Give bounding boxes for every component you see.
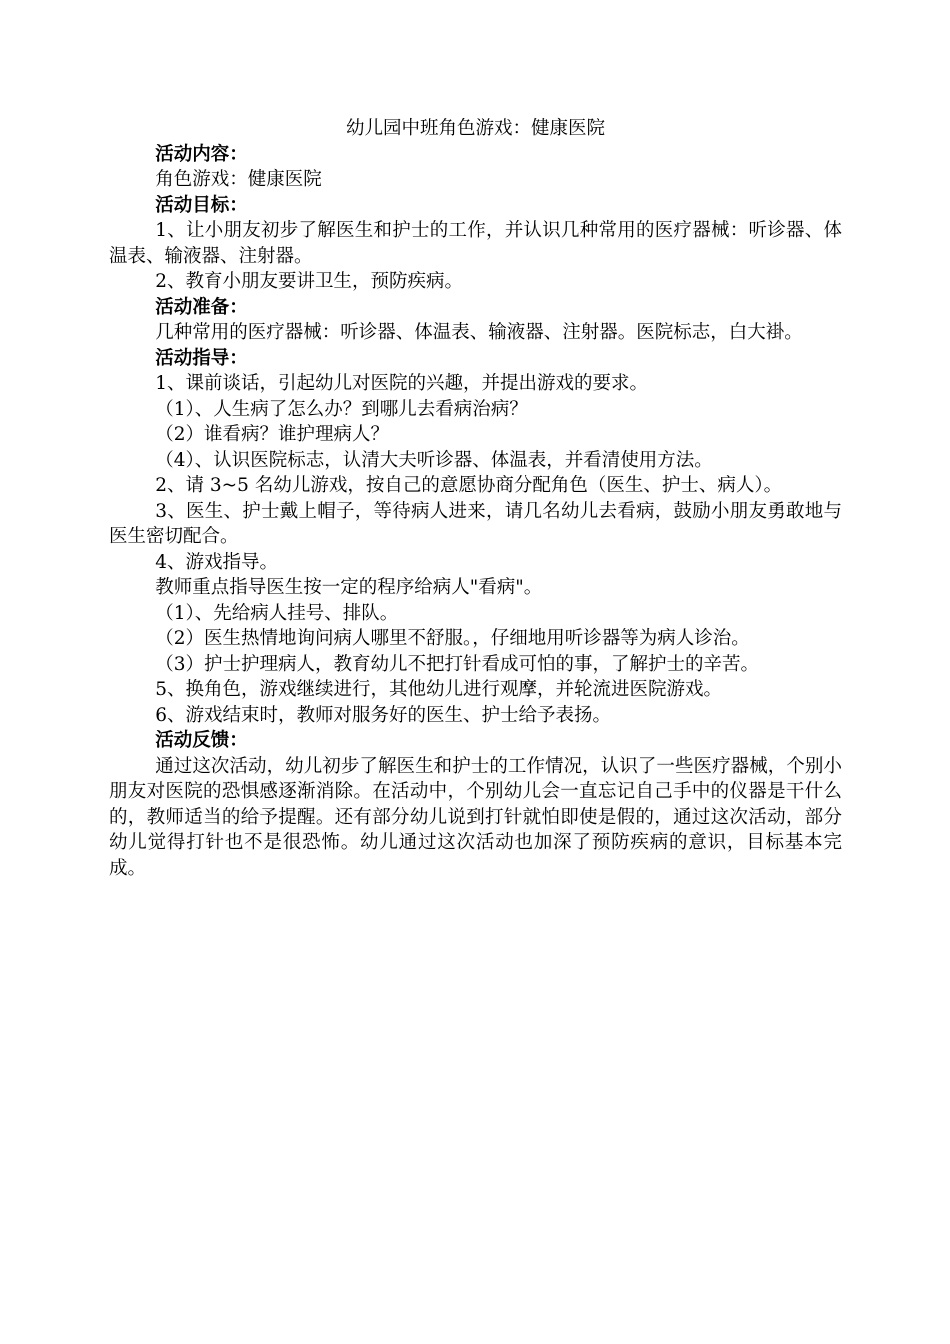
paragraph: 3、医生、护士戴上帽子，等待病人进来，请几名幼儿去看病，鼓励小朋友勇敢地与医生密切配合。 xyxy=(109,500,842,547)
section-heading-guidance: 活动指导： xyxy=(155,347,248,369)
paragraph: 几种常用的医疗器械：听诊器、体温表、输液器、注射器。医院标志，白大褂。 xyxy=(155,322,803,343)
section-heading-goals: 活动目标： xyxy=(155,194,248,216)
paragraph: 教师重点指导医生按一定的程序给病人"看病"。 xyxy=(155,577,543,598)
document-title: 幼儿园中班角色游戏：健康医院 xyxy=(345,118,605,139)
paragraph: 1、让小朋友初步了解医生和护士的工作，并认识几种常用的医疗器械：听诊器、体温表、输液器、注射器。 xyxy=(109,220,842,267)
section-heading-content: 活动内容： xyxy=(155,143,248,165)
paragraph: （3）护士护理病人，教育幼儿不把打针看成可怕的事，了解护士的辛苦。 xyxy=(155,653,760,675)
paragraph: （1）、先给病人挂号、排队。 xyxy=(155,602,399,624)
paragraph: 5、换角色，游戏继续进行，其他幼儿进行观摩，并轮流进医院游戏。 xyxy=(155,679,723,700)
document-page xyxy=(109,116,842,881)
paragraph: 通过这次活动，幼儿初步了解医生和护士的工作情况，认识了一些医疗器械，个别小朋友对医院的恐惧感逐渐消除。在活动中，个别幼儿会一直忘记自己手中的仪器是干什么的，教师适当的给予提醒。还有部分幼儿说到打针就怕即使是假的，通过这次活动，部分幼儿觉得打针也不是很恐怖。幼儿通过这次活动也加深了预防疾病的意识，目标基本完成。 xyxy=(109,755,842,879)
paragraph: 6、游戏结束时，教师对服务好的医生、护士给予表扬。 xyxy=(155,704,612,726)
paragraph: 角色游戏：健康医院 xyxy=(155,169,322,190)
paragraph: 2、教育小朋友要讲卫生，预防疾病。 xyxy=(155,271,464,292)
paragraph: 4、游戏指导。 xyxy=(155,551,279,573)
paragraph: 1、课前谈话，引起幼儿对医院的兴趣，并提出游戏的要求。 xyxy=(155,373,649,394)
paragraph: 2、请 3~5 名幼儿游戏，按自己的意愿协商分配角色（医生、护士、病人）。 xyxy=(155,475,783,496)
paragraph: （4）、认识医院标志，认清大夫听诊器、体温表，并看清使用方法。 xyxy=(155,449,713,471)
paragraph: （2）医生热情地询问病人哪里不舒服。，仔细地用听诊器等为病人诊治。 xyxy=(155,628,750,649)
paragraph: （2）谁看病？谁护理病人？ xyxy=(155,424,390,445)
paragraph: （1）、人生病了怎么办？到哪儿去看病治病？ xyxy=(155,398,528,420)
section-heading-feedback: 活动反馈： xyxy=(155,730,248,751)
section-heading-preparation: 活动准备： xyxy=(155,296,248,318)
